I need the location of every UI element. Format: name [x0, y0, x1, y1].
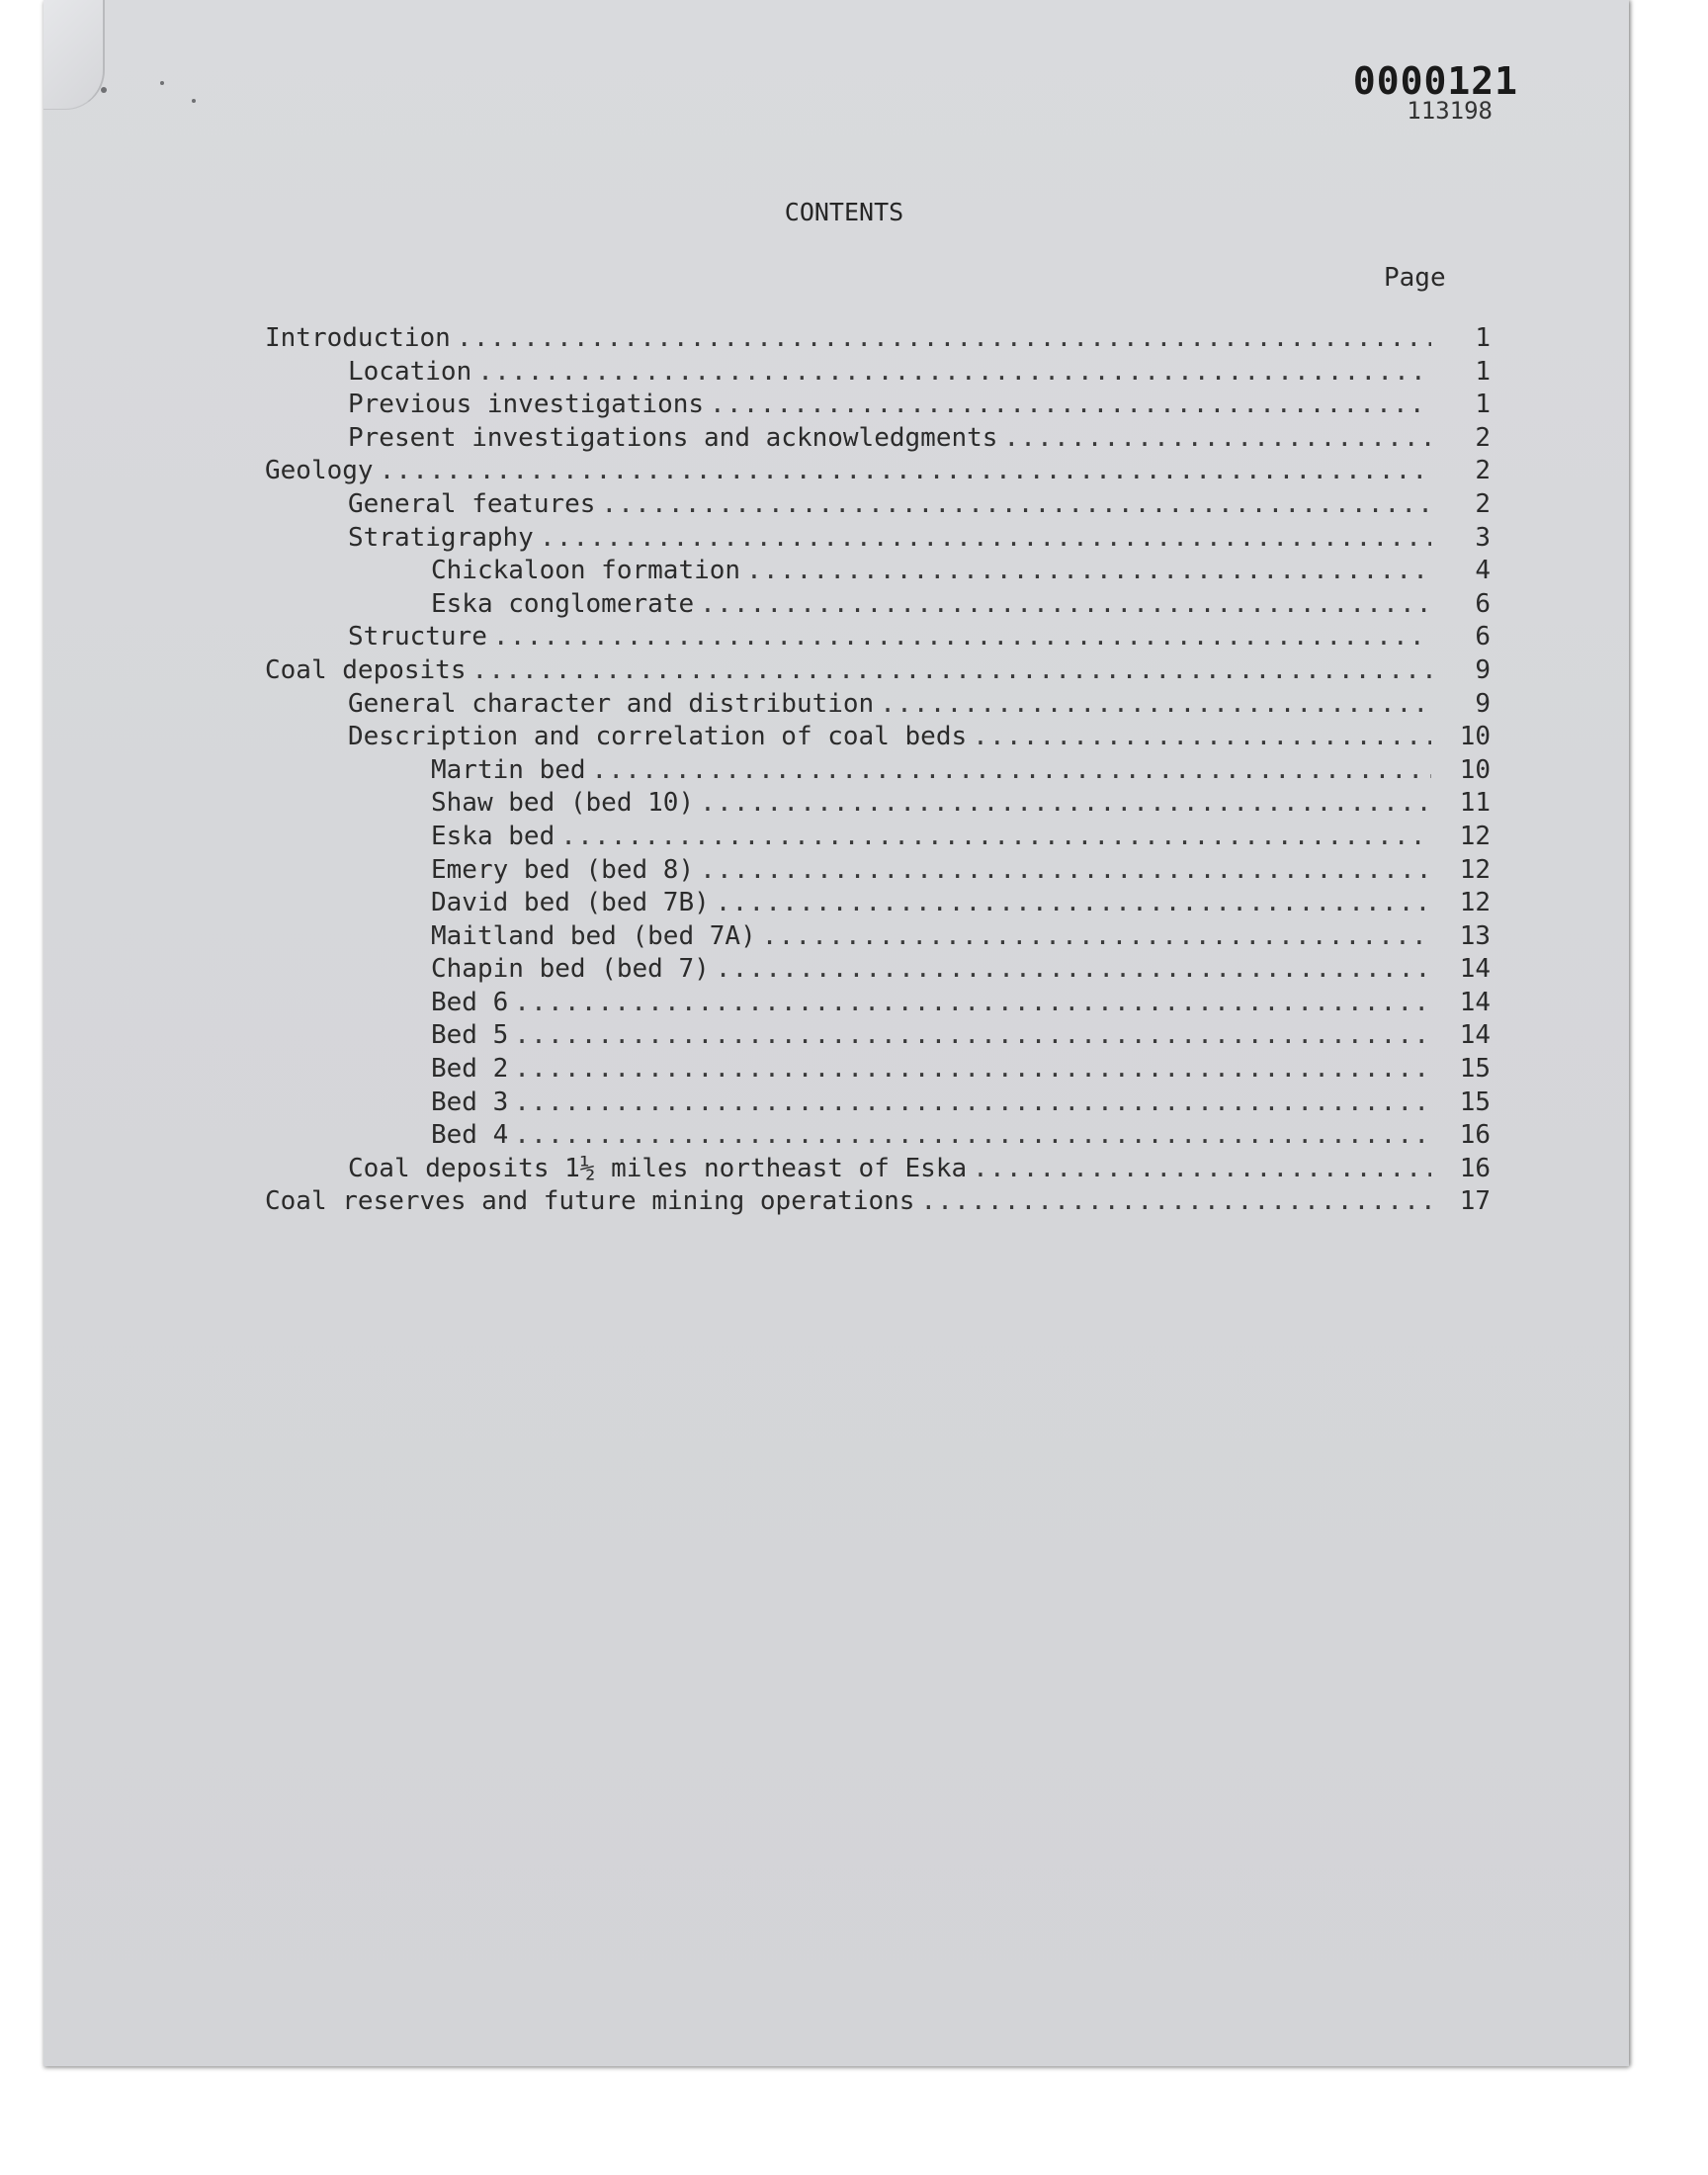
toc-entry-title: Coal reserves and future mining operations	[265, 1186, 915, 1217]
toc-entry-page: 6	[1475, 622, 1491, 652]
toc-entry	[265, 953, 1491, 987]
toc-entry-title: Coal deposits 1½ miles northeast of Eska	[348, 1153, 968, 1183]
toc-entry-page: 12	[1459, 821, 1491, 851]
dot-leader	[700, 588, 1431, 622]
toc-entry	[265, 1087, 1491, 1120]
toc-entry-title: Maitland bed (bed 7A)	[431, 920, 756, 951]
dot-leader	[514, 1053, 1431, 1087]
toc-entry-page: 14	[1459, 987, 1491, 1017]
toc-entry-title: Eska bed	[431, 821, 555, 851]
dot-leader	[746, 555, 1431, 588]
toc-entry-title: Present investigations and acknowledgments	[348, 422, 998, 453]
document-stamp	[1261, 59, 1518, 129]
toc-entry	[265, 455, 1491, 488]
toc-entry-page: 1	[1475, 356, 1491, 387]
dot-leader	[493, 621, 1431, 654]
toc-entry	[265, 920, 1491, 954]
toc-entry-page: 4	[1475, 556, 1491, 586]
toc-entry-title: Geology	[265, 456, 374, 486]
toc-entry-title: Description and correlation of coal beds	[348, 722, 968, 752]
toc-entry-page: 6	[1475, 588, 1491, 619]
toc-entry	[265, 422, 1491, 456]
table-of-contents	[265, 322, 1491, 1219]
toc-entry-title: Chickaloon formation	[431, 556, 741, 586]
document-page	[43, 0, 1629, 2066]
toc-entry-title: General character and distribution	[348, 688, 875, 719]
dot-leader	[716, 887, 1431, 920]
toc-entry-page: 15	[1459, 1087, 1491, 1117]
dot-leader	[762, 920, 1431, 954]
dot-leader	[457, 322, 1431, 356]
dot-leader	[920, 1185, 1431, 1219]
toc-entry-title: Bed 5	[431, 1020, 509, 1051]
toc-entry-title: Introduction	[265, 323, 451, 353]
toc-entry-title: Chapin bed (bed 7)	[431, 954, 710, 985]
toc-entry-page: 13	[1459, 920, 1491, 951]
toc-entry	[265, 688, 1491, 722]
dot-leader	[472, 654, 1432, 688]
toc-entry	[265, 721, 1491, 754]
toc-entry-title: Shaw bed (bed 10)	[431, 788, 695, 819]
dot-leader	[973, 721, 1431, 754]
toc-entry-page: 11	[1459, 788, 1491, 819]
toc-entry	[265, 754, 1491, 788]
toc-entry	[265, 821, 1491, 854]
dot-leader	[540, 522, 1431, 556]
toc-entry	[265, 1185, 1491, 1219]
toc-entry-title: David bed (bed 7B)	[431, 888, 710, 918]
toc-entry-title: Eska conglomerate	[431, 588, 695, 619]
toc-entry-title: Stratigraphy	[348, 522, 534, 553]
toc-entry-page: 2	[1475, 422, 1491, 453]
dot-leader	[514, 1019, 1431, 1053]
toc-entry-page: 17	[1459, 1186, 1491, 1217]
toc-entry-title: Bed 3	[431, 1087, 509, 1117]
toc-entry-page: 1	[1475, 323, 1491, 353]
dot-leader	[380, 455, 1431, 488]
toc-entry-page: 9	[1475, 688, 1491, 719]
dot-leader	[560, 821, 1431, 854]
toc-entry-title: Previous investigations	[348, 390, 705, 420]
toc-entry-title: Structure	[348, 622, 487, 652]
toc-entry-page: 10	[1459, 754, 1491, 785]
dot-leader	[700, 787, 1431, 821]
toc-entry-title: General features	[348, 488, 596, 519]
toc-entry-title: Martin bed	[431, 754, 586, 785]
toc-entry	[265, 1153, 1491, 1186]
toc-entry	[265, 787, 1491, 821]
toc-entry	[265, 621, 1491, 654]
dot-leader	[592, 754, 1431, 788]
toc-entry-page: 1	[1475, 390, 1491, 420]
toc-entry	[265, 389, 1491, 422]
dot-leader	[700, 854, 1431, 888]
dot-leader	[477, 356, 1431, 390]
toc-entry-title: Emery bed (bed 8)	[431, 854, 695, 885]
toc-entry	[265, 555, 1491, 588]
toc-entry	[265, 522, 1491, 556]
ink-speck	[192, 99, 196, 103]
toc-entry-title: Bed 2	[431, 1054, 509, 1085]
toc-entry	[265, 1119, 1491, 1153]
toc-entry-title: Coal deposits	[265, 654, 467, 685]
toc-entry-page: 10	[1459, 722, 1491, 752]
toc-entry-page: 16	[1459, 1120, 1491, 1151]
toc-entry-page: 14	[1459, 1020, 1491, 1051]
dot-leader	[514, 987, 1431, 1020]
ink-speck	[160, 81, 164, 85]
dot-leader	[880, 688, 1431, 722]
toc-entry-page: 2	[1475, 456, 1491, 486]
stamp-number: 0000121	[1352, 59, 1518, 103]
page-column-label: Page	[1384, 263, 1446, 293]
toc-entry-title: Bed 4	[431, 1120, 509, 1151]
toc-entry	[265, 588, 1491, 622]
stamp-sub-number: 113198	[1407, 97, 1493, 125]
toc-entry-page: 15	[1459, 1054, 1491, 1085]
dot-leader	[601, 488, 1431, 522]
toc-entry	[265, 356, 1491, 390]
dot-leader	[710, 389, 1431, 422]
toc-entry-title: Bed 6	[431, 987, 509, 1017]
dot-leader	[716, 953, 1431, 987]
dot-leader	[514, 1119, 1431, 1153]
page-title: CONTENTS	[784, 198, 904, 226]
toc-entry-page: 2	[1475, 488, 1491, 519]
dot-leader	[1003, 422, 1431, 456]
toc-entry-page: 9	[1475, 654, 1491, 685]
dot-leader	[973, 1153, 1431, 1186]
toc-entry	[265, 987, 1491, 1020]
toc-entry	[265, 1019, 1491, 1053]
ink-speck	[101, 87, 107, 93]
toc-entry	[265, 488, 1491, 522]
toc-entry	[265, 887, 1491, 920]
toc-entry-title: Location	[348, 356, 472, 387]
toc-entry-page: 3	[1475, 522, 1491, 553]
toc-entry	[265, 854, 1491, 888]
toc-entry-page: 12	[1459, 854, 1491, 885]
toc-entry-page: 16	[1459, 1153, 1491, 1183]
folded-corner	[43, 0, 105, 110]
toc-entry-page: 12	[1459, 888, 1491, 918]
dot-leader	[514, 1087, 1431, 1120]
toc-entry	[265, 1053, 1491, 1087]
toc-entry	[265, 654, 1491, 688]
toc-entry-page: 14	[1459, 954, 1491, 985]
toc-entry	[265, 322, 1491, 356]
